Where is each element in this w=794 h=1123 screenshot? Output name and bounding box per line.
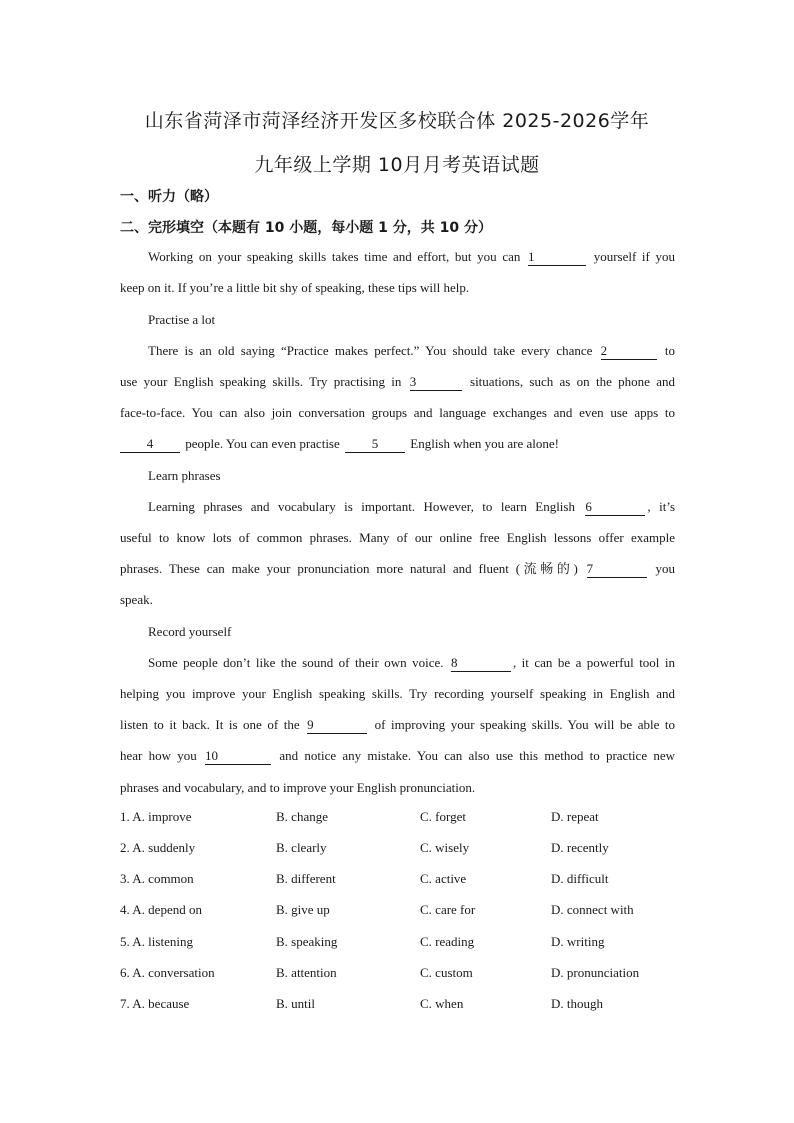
option-a: 6. A. conversation [120, 965, 215, 980]
option-b: B. speaking [276, 934, 338, 949]
passage-text: to [664, 343, 675, 358]
blank-8: 8 [451, 655, 511, 672]
option-c: C. custom [420, 965, 473, 980]
question-options-1 [120, 809, 680, 829]
blank-6: 6 [585, 499, 645, 516]
passage-text: use your English speaking skills. Try practising in [120, 374, 402, 389]
passage-text: , it can be a powerful tool in [512, 655, 675, 670]
passage-text: situations, such as on the phone and [470, 374, 675, 389]
question-options-6 [120, 965, 680, 985]
passage-text: listen to it back. It is one of the [120, 717, 300, 732]
option-d: D. connect with [551, 902, 634, 917]
blank-2: 2 [601, 343, 657, 360]
passage-line [148, 653, 675, 673]
passage-line [148, 341, 675, 361]
passage-line [120, 372, 675, 392]
passage-line [120, 746, 675, 766]
blank-9: 9 [307, 717, 367, 734]
passage-line: useful to know lots of common phrases. Many of our online free English lessons offer example [120, 530, 675, 545]
passage-line: face-to-face. You can also join conversation groups and language exchanges and even use apps to [120, 405, 675, 420]
option-a: 2. A. suddenly [120, 840, 196, 855]
option-d: D. though [551, 996, 603, 1011]
passage-text: people. You can even practise [185, 436, 340, 451]
option-a: 3. A. common [120, 871, 194, 886]
passage-text: phrases. These can make your pronunciation more natural and fluent (流畅的) [120, 561, 578, 576]
exam-title-line-1: 山东省菏泽市菏泽经济开发区多校联合体 2025-2026学年 [144, 110, 650, 132]
passage-line [120, 434, 675, 454]
passage-text: yourself if you [593, 249, 675, 264]
option-b: B. attention [276, 965, 337, 980]
question-options-7 [120, 996, 680, 1016]
option-a: 7. A. because [120, 996, 190, 1011]
passage-text: , it’s [647, 499, 675, 514]
passage-text: you [655, 561, 675, 576]
option-d: D. writing [551, 934, 605, 949]
option-d: D. pronunciation [551, 965, 640, 980]
option-c: C. active [420, 871, 467, 886]
passage-line: phrases and vocabulary, and to improve your English pronunciation. [120, 780, 476, 795]
exam-title-line-2: 九年级上学期 10月月考英语试题 [254, 154, 540, 176]
passage-text: Some people don’t like the sound of their own voice. [148, 655, 444, 670]
option-b: B. clearly [276, 840, 327, 855]
passage-text: There is an old saying “Practice makes perfect.” You should take every chance [148, 343, 593, 358]
subheading-practise: Practise a lot [148, 312, 216, 327]
blank-4: 4 [120, 436, 180, 453]
option-a: 1. A. improve [120, 809, 192, 824]
option-b: B. change [276, 809, 328, 824]
option-d: D. repeat [551, 809, 599, 824]
section-cloze-heading: 二、完形填空（本题有 10 小题，每小题 1 分，共 10 分） [120, 220, 492, 236]
option-a: 5. A. listening [120, 934, 193, 949]
option-a: 4. A. depend on [120, 902, 202, 917]
passage-text: and notice any mistake. You can also use this method to practice new [279, 748, 675, 763]
blank-3: 3 [410, 374, 462, 391]
passage-line [148, 497, 675, 517]
option-b: B. until [276, 996, 316, 1011]
passage-text: of improving your speaking skills. You will be able to [374, 717, 675, 732]
passage-text: Working on your speaking skills takes time and effort, but you can [148, 249, 521, 264]
option-c: C. wisely [420, 840, 470, 855]
question-options-3 [120, 871, 680, 891]
option-b: B. give up [276, 902, 330, 917]
option-d: D. recently [551, 840, 609, 855]
question-options-5 [120, 934, 680, 954]
blank-7: 7 [587, 561, 647, 578]
subheading-learn-phrases: Learn phrases [148, 468, 221, 483]
question-options-2 [120, 840, 680, 860]
passage-text: hear how you [120, 748, 197, 763]
passage-line: helping you improve your English speaking skills. Try recording yourself speaking in English and [120, 686, 675, 701]
option-d: D. difficult [551, 871, 609, 886]
blank-1: 1 [528, 249, 586, 266]
option-b: B. different [276, 871, 336, 886]
passage-line [120, 559, 675, 579]
passage-line: speak. [120, 592, 153, 607]
passage-line: keep on it. If you’re a little bit shy of speaking, these tips will help. [120, 280, 470, 295]
subheading-record-yourself: Record yourself [148, 624, 232, 639]
section-listening-heading: 一、听力（略） [120, 189, 218, 205]
option-c: C. forget [420, 809, 466, 824]
passage-text: Learning phrases and vocabulary is important. However, to learn English [148, 499, 575, 514]
blank-5: 5 [345, 436, 405, 453]
passage-line [120, 715, 675, 735]
option-c: C. when [420, 996, 464, 1011]
option-c: C. reading [420, 934, 475, 949]
blank-10: 10 [205, 748, 271, 765]
passage-text: English when you are alone! [410, 436, 559, 451]
option-c: C. care for [420, 902, 476, 917]
question-options-4 [120, 902, 680, 922]
passage-line [148, 247, 675, 267]
